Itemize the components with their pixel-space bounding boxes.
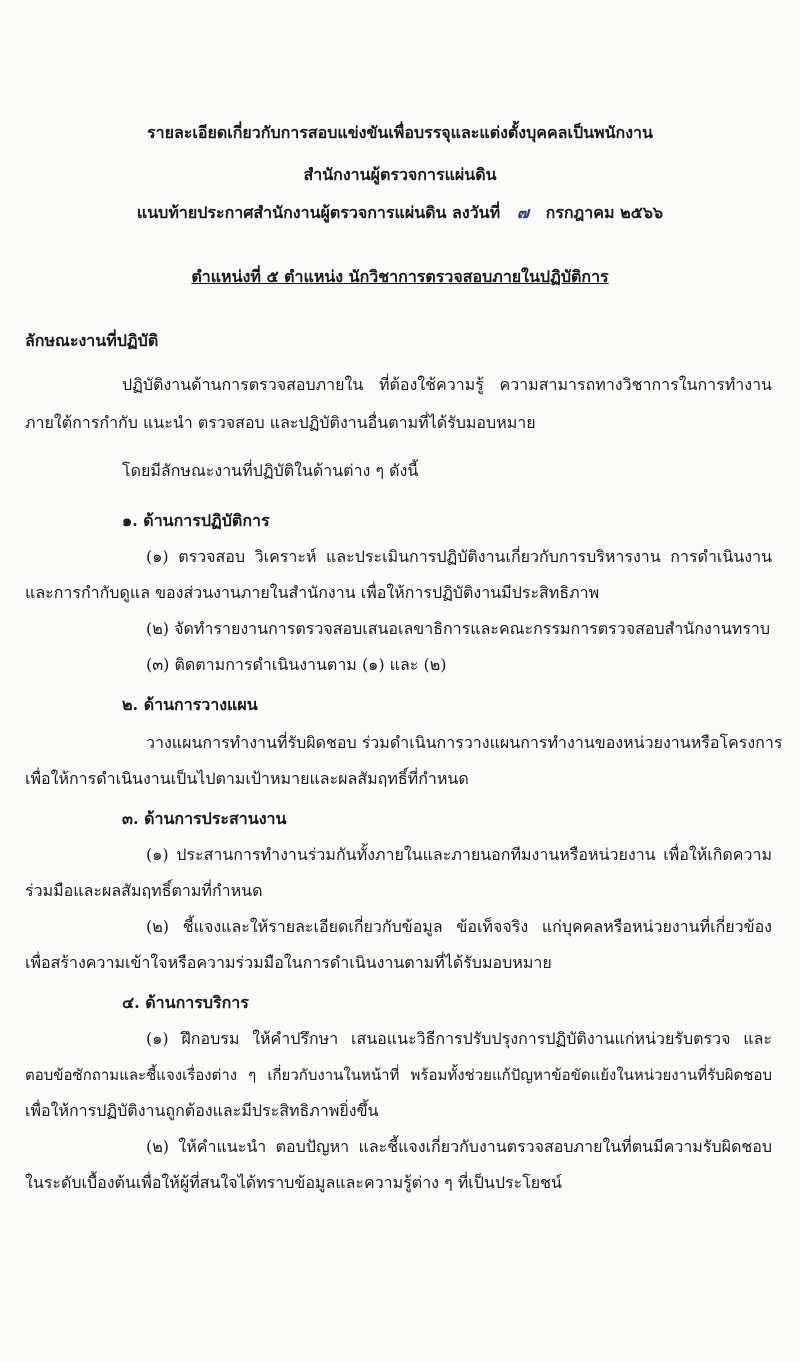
s4-item-1a: (๑) ฝึกอบรม ให้คำปรึกษา เสนอแนะวิธีการปรับปรุงการปฏิบัติงานแก่หน่วยรับตรวจ และ xyxy=(146,1029,772,1048)
s1-item-2: (๒) จัดทำรายงานการตรวจสอบเสนอเลขาธิการและคณะกรรมการตรวจสอบสำนักงานทราบ xyxy=(146,619,771,638)
intro-line-2: โดยมีลักษณะงานที่ปฏิบัติในด้านต่าง ๆ ดังนี้ xyxy=(122,461,419,480)
header-line-1: รายละเอียดเกี่ยวกับการสอบแข่งขันเพื่อบรรจุและแต่งตั้งบุคคลเป็นพนักงาน xyxy=(147,123,653,142)
header-line-3-prefix: แนบท้ายประกาศสำนักงานผู้ตรวจการแผ่นดิน ลงวันที่ xyxy=(136,203,501,222)
s4-item-1c: เพื่อให้การปฏิบัติงานถูกต้องและมีประสิทธิภาพยิ่งขึ้น xyxy=(25,1101,379,1120)
intro-line-1b: ภายใต้การกำกับ แนะนำ ตรวจสอบ และปฏิบัติงานอื่นตามที่ได้รับมอบหมาย xyxy=(25,413,536,432)
s1-heading: ๑. ด้านการปฏิบัติการ xyxy=(122,511,270,530)
section-heading: ลักษณะงานที่ปฏิบัติ xyxy=(25,331,159,350)
s3-item-1a: (๑) ประสานการทำงานร่วมกันทั้งภายในและภายนอกทีมงานหรือหน่วยงาน เพื่อให้เกิดความ xyxy=(146,845,772,864)
header-line-2: สำนักงานผู้ตรวจการแผ่นดิน xyxy=(303,165,497,184)
s1-item-3: (๓) ติดตามการดำเนินงานตาม (๑) และ (๒) xyxy=(146,655,447,674)
header-line-3-suffix: กรกฎาคม ๒๕๖๖ xyxy=(545,203,664,222)
s1-item-1a: (๑) ตรวจสอบ วิเคราะห์ และประเมินการปฏิบัติงานเกี่ยวกับการบริหารงาน การดำเนินงาน xyxy=(146,547,772,566)
s3-item-2b: เพื่อสร้างความเข้าใจหรือความร่วมมือในการดำเนินงานตามที่ได้รับมอบหมาย xyxy=(25,953,552,972)
s4-item-2a: (๒) ให้คำแนะนำ ตอบปัญหา และชี้แจงเกี่ยวกับงานตรวจสอบภายในที่ตนมีความรับผิดชอบ xyxy=(146,1137,772,1156)
s3-heading: ๓. ด้านการประสานงาน xyxy=(122,809,287,828)
intro-line-1a: ปฏิบัติงานด้านการตรวจสอบภายใน ที่ต้องใช้ความรู้ ความสามารถทางวิชาการในการทำงาน xyxy=(122,375,772,394)
s3-item-2a: (๒) ชี้แจงและให้รายละเอียดเกี่ยวกับข้อมูล ข้อเท็จจริง แก่บุคคลหรือหน่วยงานที่เกี่ยวข้อง xyxy=(146,917,772,936)
position-title: ตำแหน่งที่ ๕ ตำแหน่ง นักวิชาการตรวจสอบภายในปฏิบัติการ xyxy=(191,267,609,286)
s4-item-2b: ในระดับเบื้องต้นเพื่อให้ผู้ที่สนใจได้ทราบข้อมูลและความรู้ต่าง ๆ ที่เป็นประโยชน์ xyxy=(25,1173,562,1192)
s3-item-1b: ร่วมมือและผลสัมฤทธิ์ตามที่กำหนด xyxy=(25,881,263,900)
s4-heading: ๔. ด้านการบริการ xyxy=(122,993,249,1012)
s2-heading: ๒. ด้านการวางแผน xyxy=(122,695,258,714)
s2-para-b: เพื่อให้การดำเนินงานเป็นไปตามเป้าหมายและผลสัมฤทธิ์ที่กำหนด xyxy=(25,769,469,788)
s4-item-1b: ตอบข้อซักถามและชี้แจงเรื่องต่าง ๆ เกี่ยวกับงานในหน้าที่ พร้อมทั้งช่วยแก้ปัญหาข้อขัดแย้งในหน่วยงานที่รับผิดชอบ xyxy=(25,1066,772,1084)
header-line-3 xyxy=(0,202,800,224)
s1-item-1b: และการกำกับดูแล ของส่วนงานภายในสำนักงาน เพื่อให้การปฏิบัติงานมีประสิทธิภาพ xyxy=(25,583,600,602)
announcement-day: ๗ xyxy=(516,203,529,222)
s2-para-a: วางแผนการทำงานที่รับผิดชอบ ร่วมดำเนินการวางแผนการทำงานของหน่วยงานหรือโครงการ xyxy=(146,733,783,752)
